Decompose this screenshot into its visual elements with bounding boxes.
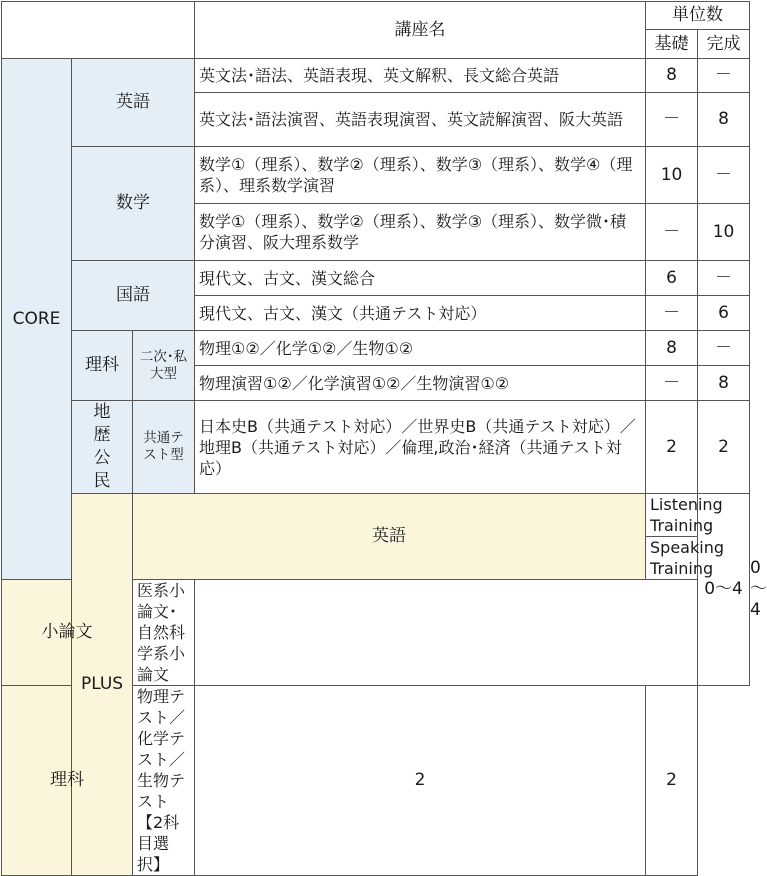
- subject-japanese: 国語: [72, 261, 195, 331]
- units-completion: －: [698, 59, 750, 93]
- units-basic: 8: [646, 59, 698, 93]
- subject-plus-science: 理科: [2, 686, 133, 876]
- subject-plus-english: 英語: [133, 494, 646, 580]
- category-core: CORE: [2, 59, 72, 580]
- course-name: 日本史B（共通テスト対応）／世界史B（共通テスト対応）／地理B（共通テスト対応）／倫理,政治･経済（共通テスト対応）: [195, 401, 646, 494]
- units-basic: 2: [195, 686, 646, 876]
- course-name: 数学①（理系）、数学②（理系）、数学③（理系）、数学微･積分演習、阪大理系数学: [195, 204, 646, 261]
- course-name: Listening Training: [646, 494, 698, 537]
- units-basic: 6: [646, 261, 698, 296]
- units-basic: －: [646, 296, 698, 331]
- units-completion: 8: [698, 366, 750, 401]
- course-name: 現代文、古文、漢文総合: [195, 261, 646, 296]
- header-course-name: 講座名: [195, 2, 646, 59]
- units-completion: 6: [698, 296, 750, 331]
- course-name: 医系小論文･自然科学系小論文: [133, 580, 195, 686]
- course-name: 物理テスト／化学テスト／生物テスト【2科目選択】: [133, 686, 195, 876]
- category-plus: PLUS: [72, 494, 133, 876]
- header-units: 単位数: [646, 2, 750, 30]
- course-name: 数学①（理系）、数学②（理系）、数学③（理系）、数学④（理系）、理系数学演習: [195, 147, 646, 204]
- course-name: 現代文、古文、漢文（共通テスト対応）: [195, 296, 646, 331]
- units-completion: －: [698, 147, 750, 204]
- subject-english: 英語: [72, 59, 195, 147]
- units-basic: 2: [646, 401, 698, 494]
- units-basic: －: [646, 93, 698, 147]
- units-completion: 2: [698, 401, 750, 494]
- subject-science: 理科: [72, 331, 133, 401]
- subject-math: 数学: [72, 147, 195, 261]
- units-basic: 10: [646, 147, 698, 204]
- units-completion: 10: [698, 204, 750, 261]
- science-exam-type: 二次･私大型: [133, 331, 195, 401]
- units-completion: 2: [646, 686, 698, 876]
- course-units-table: 講座名 単位数 基礎 完成 CORE 英語 英文法･語法、英語表現、英文解釈、長文総合英語 8 － 英文法･語法演習、英語表現演習、英文読解演習、阪大英語 － 8 数学 数学①（理系）、数学②（理系）、数学③（理系）、数学④（理系）、理系数学演習 10 － 数学①（理系）、数学②（理系）、数学③（理系）、数学微･積分演習、阪大理系数学 － 10 国語 現代文、古文、漢文総合 6 － 現代文、古文、漢文（共通テスト対応） － 6 理科 二次･私大型 物理①②／化学①②／生物①② 8 － 物理演習①②／化学演習①②／生物演習①② － 8 地歴公民 共通テスト型 日本史B（共通テスト対応）／世界史B（共通テスト対応）／地理B（共通テスト対応）／倫理,政治･経済（共通テスト対応） 2 2 PLUS 英語 Listening Training 0～4 0～4 Speaking Training 小論文 医系小論文･自然科学系小論文 理科 物理テスト／化学テスト／生物テスト【2科目選択】 2 2: [1, 1, 750, 876]
- units-completion: －: [698, 261, 750, 296]
- course-name: 英文法･語法、英語表現、英文解釈、長文総合英語: [195, 59, 646, 93]
- header-blank-cell: [2, 2, 195, 59]
- course-name: 物理演習①②／化学演習①②／生物演習①②: [195, 366, 646, 401]
- subject-essay: 小論文: [2, 580, 133, 686]
- units-basic: －: [646, 204, 698, 261]
- social-exam-type: 共通テスト型: [133, 401, 195, 494]
- header-completion: 完成: [698, 30, 750, 59]
- units-basic: －: [646, 366, 698, 401]
- units-basic: 8: [646, 331, 698, 366]
- units-completion: 8: [698, 93, 750, 147]
- units-completion: －: [698, 331, 750, 366]
- course-name: Speaking Training: [646, 537, 698, 580]
- subject-social-studies: 地歴公民: [72, 401, 133, 494]
- course-name: 物理①②／化学①②／生物①②: [195, 331, 646, 366]
- header-basic: 基礎: [646, 30, 698, 59]
- units-basic: 0～4: [698, 494, 750, 686]
- course-name: 英文法･語法演習、英語表現演習、英文読解演習、阪大英語: [195, 93, 646, 147]
